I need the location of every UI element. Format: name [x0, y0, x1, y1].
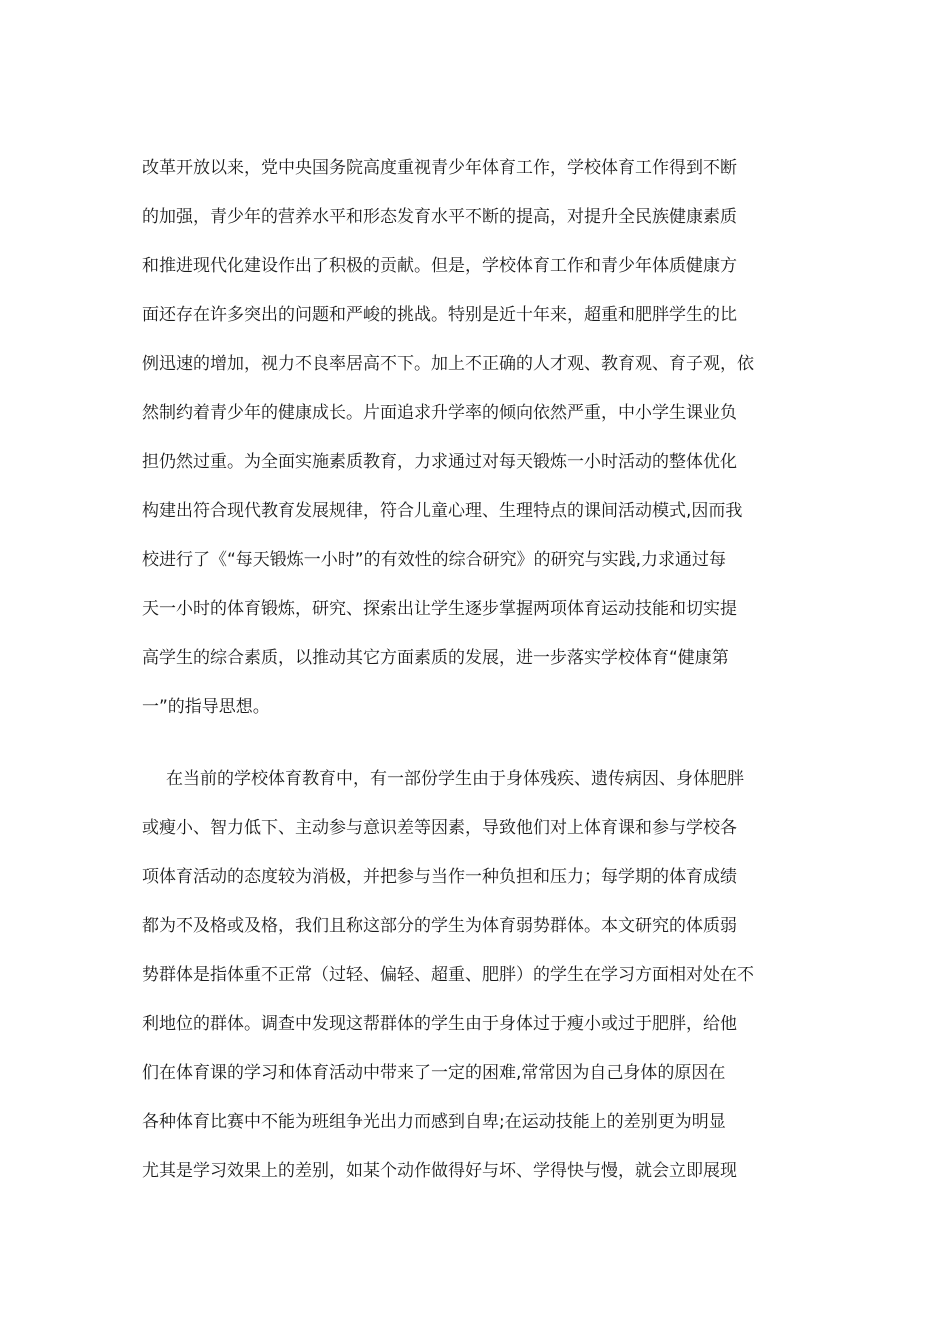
paragraph-line: 然制约着青少年的健康成长。片面追求升学率的倾向依然严重，中小学生课业负: [142, 403, 737, 423]
paragraph-line: 担仍然过重。为全面实施素质教育，力求通过对每天锻炼一小时活动的整体优化: [142, 452, 737, 472]
paragraph-line: 天一小时的体育锻炼，研究、探索出让学生逐步掌握两项体育运动技能和切实提: [142, 599, 737, 619]
paragraph-line: 各种体育比赛中不能为班组争光出力而感到自卑;在运动技能上的差别更为明显: [142, 1112, 726, 1132]
paragraph-line: 高学生的综合素质，以推动其它方面素质的发展，进一步落实学校体育“健康第: [142, 648, 729, 668]
paragraph-line: 们在体育课的学习和体育活动中带来了一定的困难,常常因为自己身体的原因在: [142, 1063, 726, 1083]
paragraph-line: 项体育活动的态度较为消极，并把参与当作一种负担和压力；每学期的体育成绩: [142, 867, 737, 887]
paragraph-line: 面还存在许多突出的问题和严峻的挑战。特别是近十年来，超重和肥胖学生的比: [142, 305, 737, 325]
paragraph-line: 利地位的群体。调查中发现这帮群体的学生由于身体过于瘦小或过于肥胖，给他: [142, 1014, 737, 1034]
paragraph-line: 在当前的学校体育教育中，有一部份学生由于身体残疾、遗传病因、身体肥胖: [166, 769, 744, 789]
paragraph-line: 改革开放以来，党中央国务院高度重视青少年体育工作，学校体育工作得到不断: [142, 158, 737, 178]
paragraph-line: 尤其是学习效果上的差别，如某个动作做得好与坏、学得快与慢，就会立即展现: [142, 1161, 737, 1181]
paragraph-line: 构建出符合现代教育发展规律，符合儿童心理、生理特点的课间活动模式,因而我: [142, 501, 743, 521]
paragraph-line: 的加强，青少年的营养水平和形态发育水平不断的提高，对提升全民族健康素质: [142, 207, 737, 227]
paragraph-line: 和推进现代化建设作出了积极的贡献。但是，学校体育工作和青少年体质健康方: [142, 256, 737, 276]
paragraph-2: [142, 755, 810, 1196]
paragraph-line: 一”的指导思想。: [142, 697, 270, 717]
paragraph-line: 校进行了《“每天锻炼一小时”的有效性的综合研究》的研究与实践,力求通过每: [142, 550, 727, 570]
paragraph-line: 或瘦小、智力低下、主动参与意识差等因素，导致他们对上体育课和参与学校各: [142, 818, 737, 838]
paragraph-line: 都为不及格或及格，我们且称这部分的学生为体育弱势群体。本文研究的体质弱: [142, 916, 737, 936]
paragraph-line: 例迅速的增加，视力不良率居高不下。加上不正确的人才观、教育观、育子观，依: [142, 354, 754, 374]
paragraph-line: 势群体是指体重不正常（过轻、偏轻、超重、肥胖）的学生在学习方面相对处在不: [142, 965, 754, 985]
paragraph-1: [142, 144, 810, 732]
